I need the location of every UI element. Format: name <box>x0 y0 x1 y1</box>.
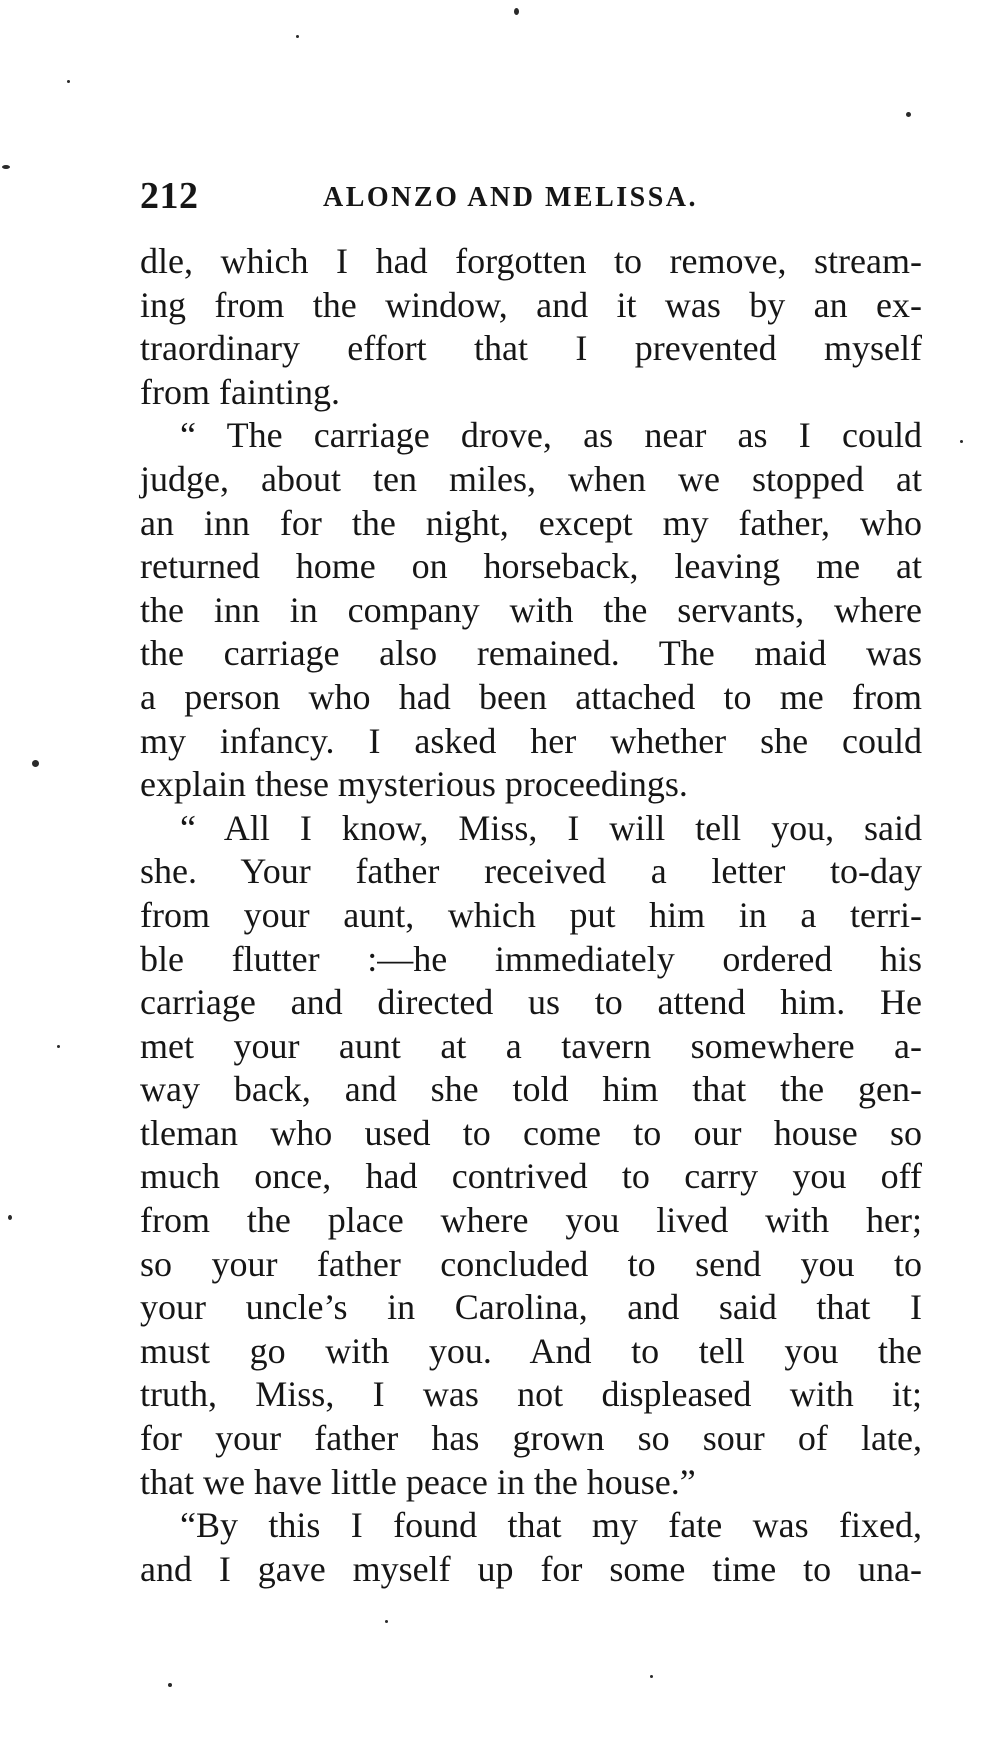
text-line: so your father concluded to send you to <box>140 1243 922 1284</box>
text-line: she. Your father received a letter to-day <box>140 851 922 892</box>
text-line: ing from the window, and it was by an ex- <box>140 284 922 325</box>
text-line: truth, Miss, I was not displeased with it; <box>140 1374 922 1415</box>
scan-speck <box>296 35 299 38</box>
text-line: must go with you. And to tell you the <box>140 1330 922 1371</box>
text-line: dle, which I had forgotten to remove, stream- <box>140 241 922 281</box>
text-line: an inn for the night, except my father, who <box>140 502 922 543</box>
scan-speck <box>8 1215 12 1220</box>
scan-speck <box>650 1675 653 1678</box>
text-line: “ The carriage drove, as near as I could <box>180 415 922 456</box>
body-text <box>140 240 922 1591</box>
scan-speck <box>2 165 10 169</box>
scan-speck <box>906 112 911 117</box>
text-line: from your aunt, which put him in a terri- <box>140 894 922 935</box>
text-line: “By this I found that my fate was fixed, <box>180 1505 922 1546</box>
text-line: much once, had contrived to carry you off <box>140 1156 922 1197</box>
text-line: returned home on horseback, leaving me at <box>140 546 922 587</box>
text-line: met your aunt at a tavern somewhere a- <box>140 1025 922 1066</box>
text-line: my infancy. I asked her whether she could <box>140 720 922 761</box>
scan-speck <box>32 760 39 767</box>
scan-speck <box>385 1620 388 1623</box>
scan-speck <box>67 80 70 83</box>
text-line: carriage and directed us to attend him. He <box>140 982 922 1023</box>
scan-speck <box>57 1045 60 1048</box>
text-line: “ All I know, Miss, I will tell you, said <box>180 807 922 848</box>
text-line: your uncle’s in Carolina, and said that I <box>140 1287 922 1328</box>
text-line: explain these mysterious proceedings. <box>140 764 688 805</box>
text-line: the carriage also remained. The maid was <box>140 633 922 674</box>
scan-speck <box>960 440 963 443</box>
running-title: ALONZO AND MELISSA. <box>323 182 699 213</box>
scan-speck <box>514 8 519 15</box>
text-line: for your father has grown so sour of late, <box>140 1418 922 1459</box>
text-line: from fainting. <box>140 371 340 412</box>
scan-speck <box>168 1683 172 1687</box>
text-line: way back, and she told him that the gen- <box>140 1069 922 1110</box>
text-line: and I gave myself up for some time to una- <box>140 1548 922 1589</box>
text-line: from the place where you lived with her; <box>140 1200 922 1241</box>
text-line: ble flutter :—he immediately ordered his <box>140 938 922 979</box>
text-line: tleman who used to come to our house so <box>140 1112 922 1153</box>
text-line: that we have little peace in the house.” <box>140 1461 696 1502</box>
text-line: judge, about ten miles, when we stopped at <box>140 458 922 499</box>
page-number: 212 <box>140 175 199 217</box>
text-line: a person who had been attached to me from <box>140 676 922 717</box>
text-line: traordinary effort that I prevented myself <box>140 328 922 369</box>
text-line: the inn in company with the servants, where <box>140 589 922 630</box>
page-header <box>140 168 930 224</box>
